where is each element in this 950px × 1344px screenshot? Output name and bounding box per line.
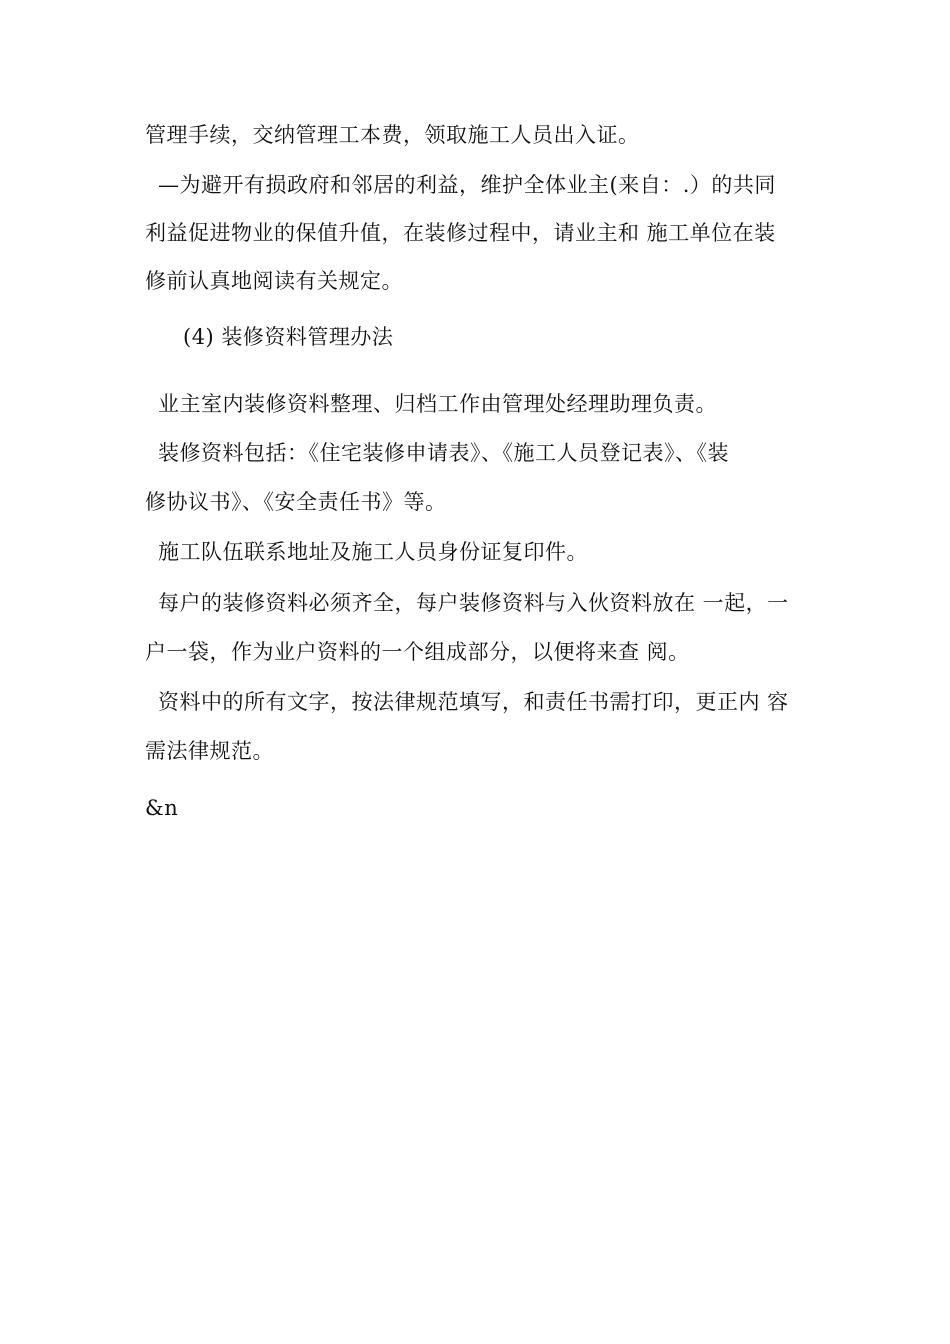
paragraph-line: 修协议书》、《安全责任书》等。 <box>145 490 447 514</box>
paragraph-line: 每户的装修资料必须齐全，每户装修资料与入伙资料放在 一起，一 <box>158 591 789 615</box>
paragraph-line: 修前认真地阅读有关规定。 <box>145 269 403 293</box>
paragraph-line: 业主室内装修资料整理、归档工作由管理处经理助理负责。 <box>158 392 717 416</box>
paragraph-line: —为避开有损政府和邻居的利益，维护全体业主(来自：.）的共同 <box>158 173 776 197</box>
paragraph-line: 施工队伍联系地址及施工人员身份证复印件。 <box>158 540 588 564</box>
paragraph-line: 资料中的所有文字，按法律规范填写，和责任书需打印，更正内 容 <box>158 690 789 714</box>
paragraph-line: 利益促进物业的保值升值，在装修过程中，请业主和 施工单位在装 <box>145 221 776 245</box>
paragraph-line: 需法律规范。 <box>145 739 274 763</box>
trailing-text: &n <box>145 796 179 820</box>
paragraph-line: 户一袋，作为业户资料的一个组成部分，以便将来查 阅。 <box>145 640 690 664</box>
section-heading: (4) 装修资料管理办法 <box>183 325 394 349</box>
paragraph-line: 装修资料包括：《住宅装修申请表》、《施工人员登记表》、《装 <box>158 441 729 465</box>
paragraph-line: 管理手续，交纳管理工本费，领取施工人员出入证。 <box>145 123 640 147</box>
